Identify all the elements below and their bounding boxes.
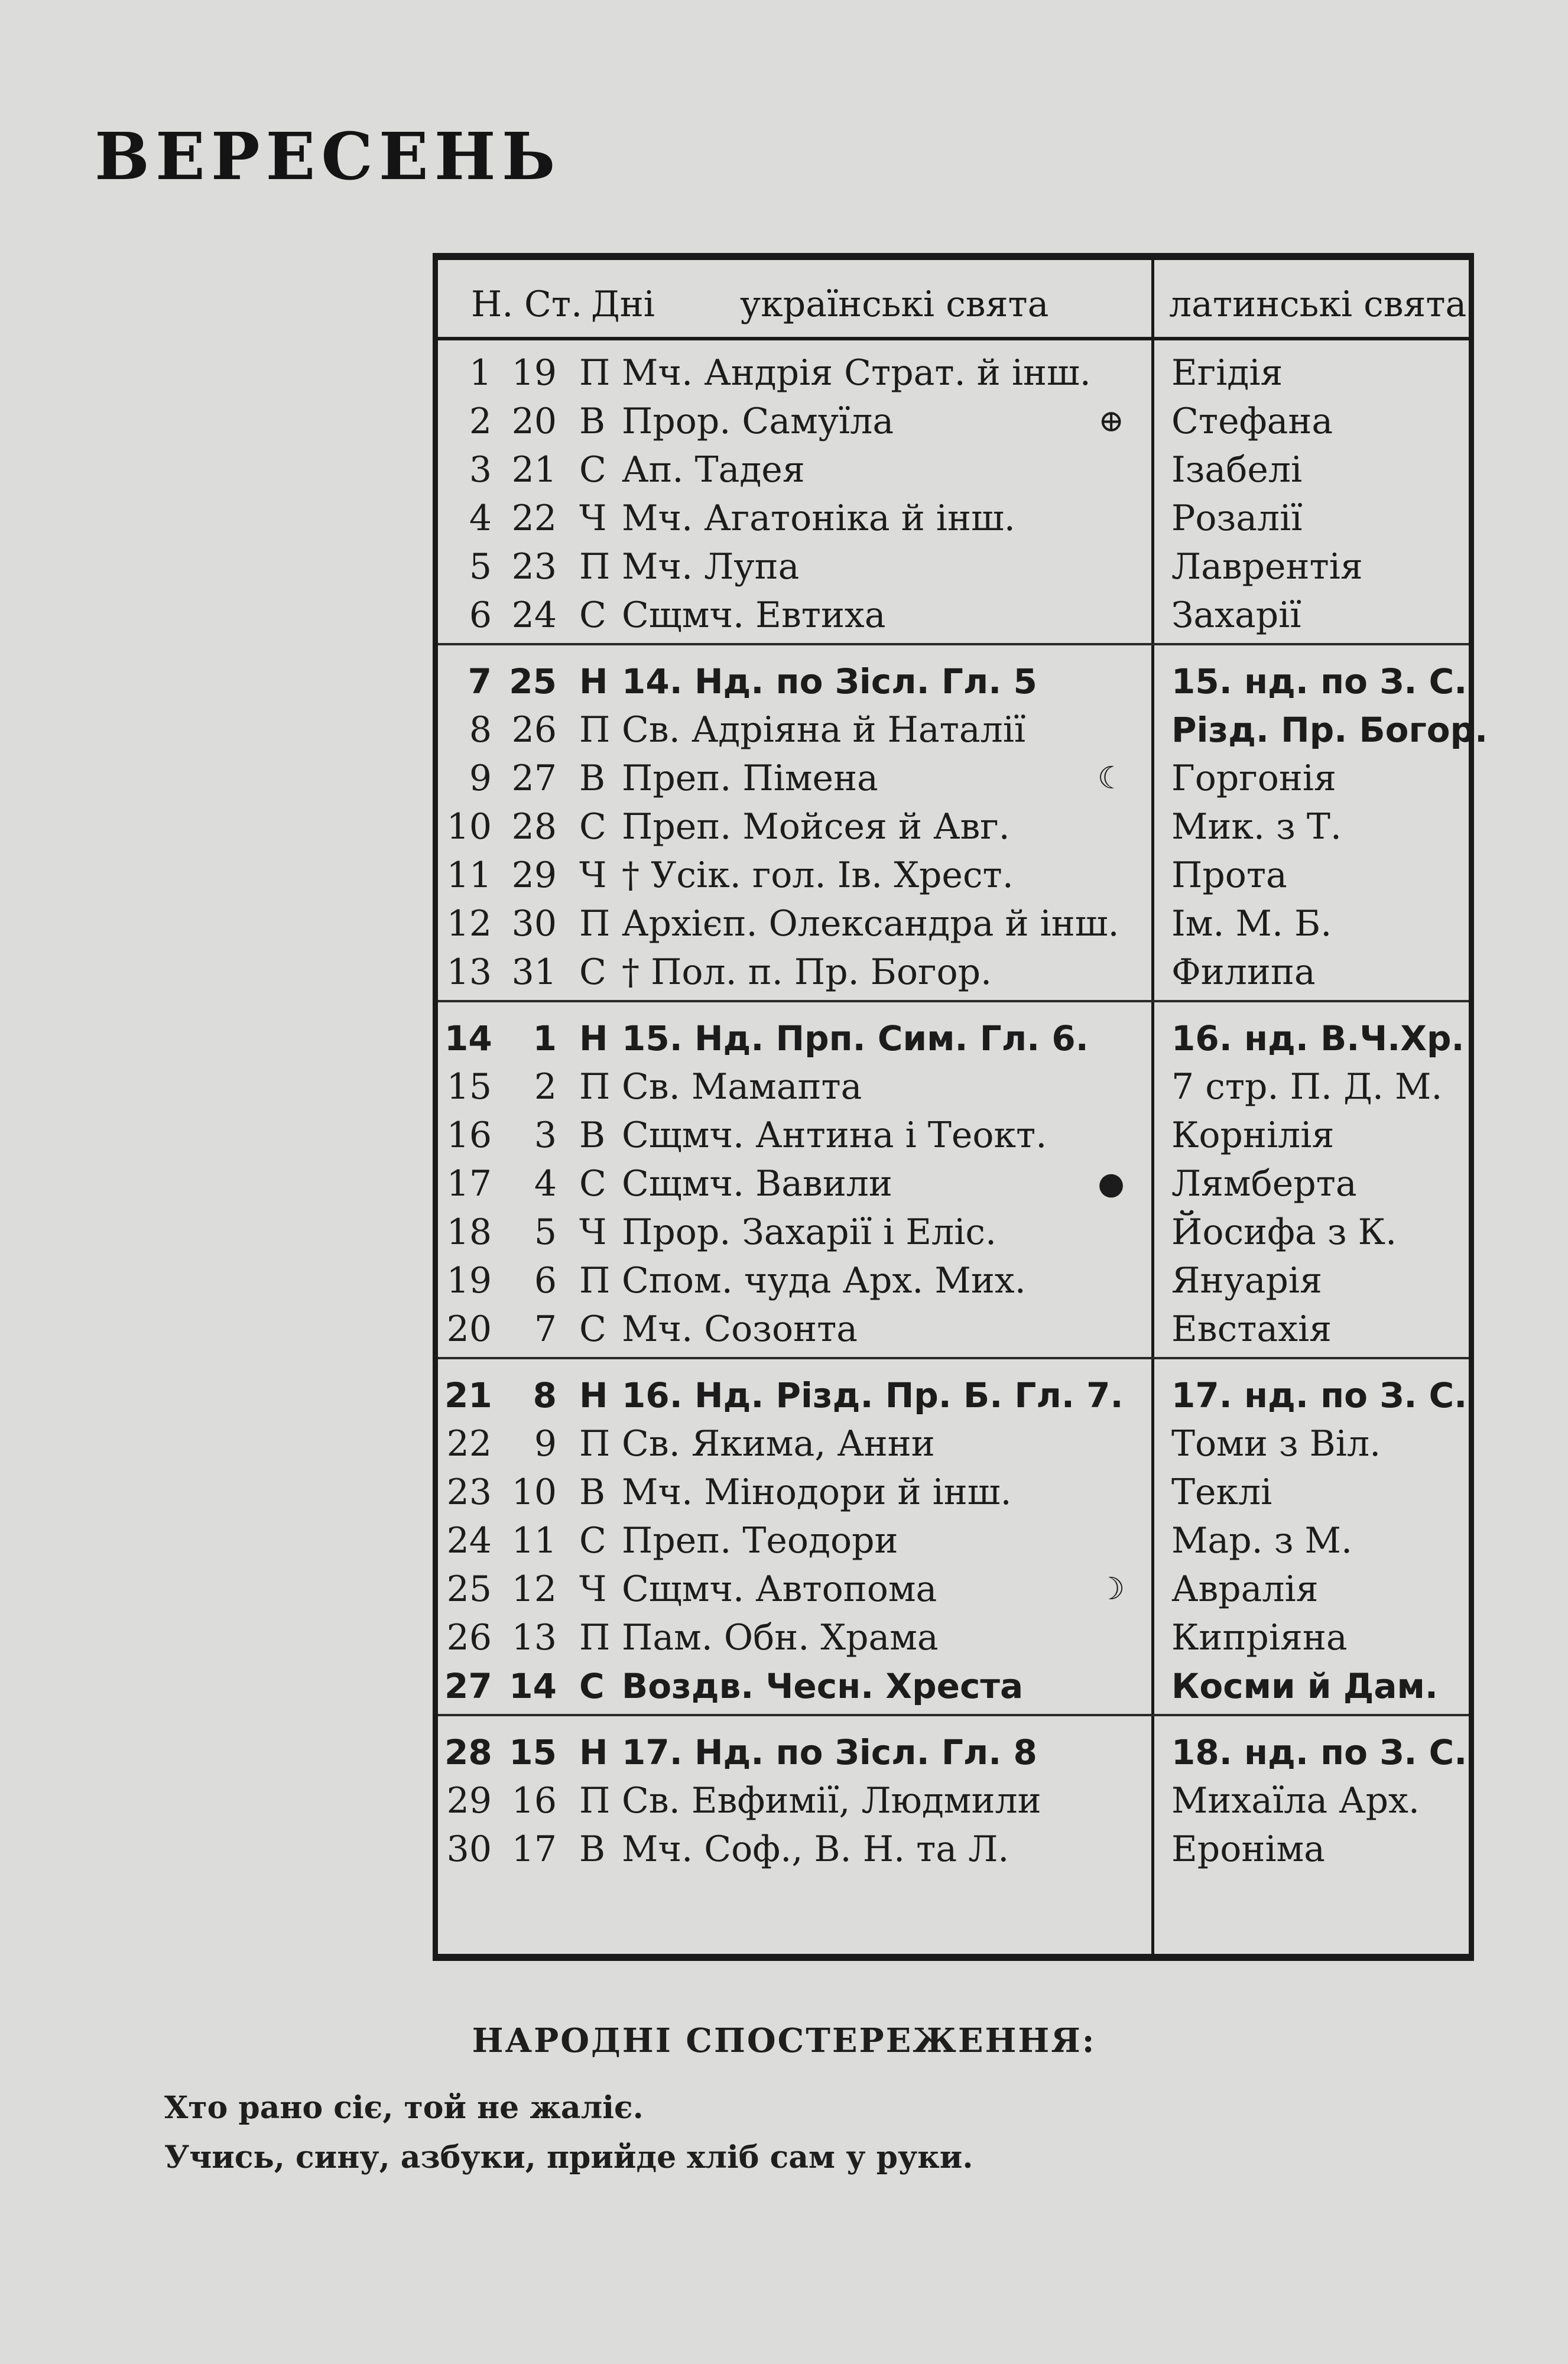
new-style-date: 5 bbox=[469, 546, 492, 587]
latin-holiday: 15. нд. по З. С. bbox=[1171, 661, 1468, 702]
observations-title: НАРОДНІ СПОСТЕРЕЖЕННЯ: bbox=[472, 2021, 1096, 2060]
ukrainian-holiday: Спом. чуда Арх. Мих. bbox=[622, 1260, 1026, 1301]
ukrainian-holiday: Сщмч. Автопома bbox=[622, 1569, 937, 1610]
new-style-date: 19 bbox=[446, 1260, 492, 1301]
old-style-date: 12 bbox=[511, 1569, 557, 1610]
week-separator bbox=[438, 1714, 1469, 1716]
weekday: Ч bbox=[579, 1569, 607, 1610]
header-days: Дні bbox=[591, 284, 655, 325]
weekday: В bbox=[579, 401, 606, 442]
new-style-date: 26 bbox=[446, 1617, 492, 1658]
new-style-date: 4 bbox=[469, 498, 492, 539]
ukrainian-holiday: † Пол. п. Пр. Богор. bbox=[622, 952, 992, 993]
latin-holiday: Теклі bbox=[1171, 1472, 1272, 1513]
proverb-line: Хто рано сіє, той не жаліє. bbox=[164, 2090, 644, 2126]
calendar-row bbox=[433, 591, 1474, 639]
new-style-date: 22 bbox=[446, 1423, 492, 1464]
ukrainian-holiday: Архієп. Олександра й інш. bbox=[622, 903, 1119, 944]
ukrainian-holiday: Преп. Пімена bbox=[622, 758, 878, 799]
weekday: П bbox=[579, 1260, 611, 1301]
calendar-row bbox=[433, 1305, 1474, 1353]
new-style-date: 23 bbox=[446, 1472, 492, 1513]
calendar-row bbox=[433, 1420, 1474, 1468]
old-style-date: 20 bbox=[511, 401, 557, 442]
ukrainian-holiday: 16. Нд. Різд. Пр. Б. Гл. 7. bbox=[622, 1375, 1124, 1415]
ukrainian-holiday: Сщмч. Антина і Теокт. bbox=[622, 1115, 1047, 1156]
weekday: П bbox=[579, 709, 611, 751]
ukrainian-holiday: Мч. Агатоніка й інш. bbox=[622, 498, 1015, 539]
page-title: ВЕРЕСЕНЬ bbox=[95, 118, 561, 194]
new-style-date: 2 bbox=[469, 401, 492, 442]
ukrainian-holiday: Мч. Мінодори й інш. bbox=[622, 1472, 1012, 1513]
latin-holiday: Ім. М. Б. bbox=[1171, 903, 1332, 944]
weekday: Ч bbox=[579, 1212, 607, 1253]
weekday: С bbox=[579, 595, 606, 636]
old-style-date: 8 bbox=[533, 1375, 557, 1415]
calendar-row bbox=[433, 1728, 1474, 1777]
latin-holiday: Ізабелі bbox=[1171, 449, 1303, 491]
weekday: Ч bbox=[579, 498, 607, 539]
old-style-date: 25 bbox=[509, 661, 557, 702]
old-style-date: 4 bbox=[534, 1163, 557, 1204]
calendar-row bbox=[433, 1565, 1474, 1613]
new-style-date: 12 bbox=[446, 903, 492, 944]
latin-holiday: Томи з Віл. bbox=[1171, 1423, 1381, 1464]
calendar-row bbox=[433, 543, 1474, 591]
old-style-date: 24 bbox=[511, 595, 557, 636]
latin-holiday: Захарії bbox=[1171, 595, 1301, 636]
calendar-row bbox=[433, 754, 1474, 803]
calendar-row bbox=[433, 494, 1474, 543]
old-style-date: 13 bbox=[511, 1617, 557, 1658]
old-style-date: 9 bbox=[534, 1423, 557, 1464]
ukrainian-holiday: Преп. Теодори bbox=[622, 1520, 898, 1561]
ukrainian-holiday: Ап. Тадея bbox=[622, 449, 805, 491]
calendar-row bbox=[433, 1371, 1474, 1420]
old-style-date: 2 bbox=[534, 1066, 557, 1108]
latin-holiday: Горгонія bbox=[1171, 758, 1336, 799]
calendar-row bbox=[433, 1777, 1474, 1825]
ukrainian-holiday: Мч. Созонта bbox=[622, 1308, 858, 1350]
calendar-row bbox=[433, 1517, 1474, 1565]
week-separator bbox=[438, 643, 1469, 645]
old-style-date: 7 bbox=[534, 1308, 557, 1350]
calendar-row bbox=[433, 851, 1474, 900]
latin-holiday: Стефана bbox=[1171, 401, 1333, 442]
weekday: Н bbox=[579, 661, 608, 702]
new-style-date: 3 bbox=[469, 449, 492, 491]
calendar-row bbox=[433, 397, 1474, 446]
new-style-date: 21 bbox=[444, 1375, 492, 1415]
new-style-date: 16 bbox=[446, 1115, 492, 1156]
new-style-date: 18 bbox=[446, 1212, 492, 1253]
calendar-row bbox=[433, 1613, 1474, 1662]
latin-holiday: Йосифа з К. bbox=[1171, 1212, 1397, 1253]
weekday: П bbox=[579, 1423, 611, 1464]
moon-phase-icon: ● bbox=[1098, 1166, 1125, 1202]
weekday: П bbox=[579, 1780, 611, 1821]
latin-holiday: Филипа bbox=[1171, 952, 1316, 993]
calendar-row bbox=[433, 1256, 1474, 1305]
latin-holiday: Егідія bbox=[1171, 352, 1283, 394]
new-style-date: 15 bbox=[446, 1066, 492, 1108]
old-style-date: 3 bbox=[534, 1115, 557, 1156]
new-style-date: 14 bbox=[444, 1018, 492, 1058]
latin-holiday: Михаїла Арх. bbox=[1171, 1780, 1420, 1821]
old-style-date: 19 bbox=[511, 352, 557, 394]
ukrainian-holiday: Прор. Самуїла bbox=[622, 401, 894, 442]
weekday: С bbox=[579, 1520, 606, 1561]
moon-phase-icon: ☽ bbox=[1097, 1571, 1125, 1607]
latin-holiday: 16. нд. В.Ч.Хр. bbox=[1171, 1018, 1465, 1058]
ukrainian-holiday: Преп. Мойсея й Авг. bbox=[622, 806, 1010, 847]
ukrainian-holiday: 15. Нд. Прп. Сим. Гл. 6. bbox=[622, 1018, 1089, 1058]
weekday: П bbox=[579, 352, 611, 394]
weekday: Н bbox=[579, 1018, 608, 1058]
weekday: С bbox=[579, 1163, 606, 1204]
calendar-row bbox=[433, 1468, 1474, 1517]
old-style-date: 21 bbox=[511, 449, 557, 491]
weekday: П bbox=[579, 546, 611, 587]
weekday: Н bbox=[579, 1375, 608, 1415]
new-style-date: 29 bbox=[446, 1780, 492, 1821]
calendar-row bbox=[433, 1662, 1474, 1710]
calendar-row bbox=[433, 1111, 1474, 1160]
old-style-date: 16 bbox=[511, 1780, 557, 1821]
new-style-date: 13 bbox=[446, 952, 492, 993]
moon-phase-icon: ☾ bbox=[1097, 761, 1125, 796]
weekday: С bbox=[579, 952, 606, 993]
old-style-date: 22 bbox=[511, 498, 557, 539]
latin-holiday: Януарія bbox=[1171, 1260, 1322, 1301]
week-separator bbox=[438, 1357, 1469, 1359]
ukrainian-holiday: Св. Якима, Анни bbox=[622, 1423, 935, 1464]
latin-holiday: 18. нд. по З. С. bbox=[1171, 1732, 1468, 1772]
latin-holiday: Кипріяна bbox=[1171, 1617, 1348, 1658]
ukrainian-holiday: Сщмч. Вавили bbox=[622, 1163, 892, 1204]
ukrainian-holiday: Пам. Обн. Храма bbox=[622, 1617, 939, 1658]
latin-holiday: Корнілія bbox=[1171, 1115, 1335, 1156]
ukrainian-holiday: Св. Адріяна й Наталії bbox=[622, 709, 1026, 751]
latin-holiday: Лямберта bbox=[1171, 1163, 1357, 1204]
latin-holiday: Прота bbox=[1171, 855, 1287, 896]
old-style-date: 26 bbox=[511, 709, 557, 751]
old-style-date: 30 bbox=[511, 903, 557, 944]
latin-holiday: Евстахія bbox=[1171, 1308, 1332, 1350]
new-style-date: 1 bbox=[469, 352, 492, 394]
weekday: П bbox=[579, 903, 611, 944]
new-style-date: 24 bbox=[446, 1520, 492, 1561]
moon-phase-icon: ⊕ bbox=[1098, 404, 1124, 439]
old-style-date: 5 bbox=[534, 1212, 557, 1253]
old-style-date: 27 bbox=[511, 758, 557, 799]
calendar-row bbox=[433, 1160, 1474, 1208]
latin-holiday: Косми й Дам. bbox=[1171, 1666, 1438, 1706]
header-ukrainian-holidays: українські свята bbox=[740, 284, 1049, 325]
calendar-row bbox=[433, 1014, 1474, 1063]
new-style-date: 25 bbox=[446, 1569, 492, 1610]
proverb-line: Учись, сину, азбуки, прийде хліб сам у руки. bbox=[164, 2139, 973, 2175]
calendar-row bbox=[433, 446, 1474, 494]
weekday: С bbox=[579, 449, 606, 491]
weekday: С bbox=[579, 1666, 605, 1706]
calendar-row bbox=[433, 948, 1474, 996]
old-style-date: 6 bbox=[534, 1260, 557, 1301]
ukrainian-holiday: 17. Нд. по Зісл. Гл. 8 bbox=[622, 1732, 1037, 1772]
weekday: С bbox=[579, 806, 606, 847]
new-style-date: 20 bbox=[446, 1308, 492, 1350]
ukrainian-holiday: Прор. Захарії і Еліс. bbox=[622, 1212, 997, 1253]
new-style-date: 17 bbox=[446, 1163, 492, 1204]
calendar-row bbox=[433, 900, 1474, 948]
old-style-date: 28 bbox=[511, 806, 557, 847]
ukrainian-holiday: 14. Нд. по Зісл. Гл. 5 bbox=[622, 661, 1037, 702]
weekday: В bbox=[579, 1115, 606, 1156]
calendar-row bbox=[433, 349, 1474, 397]
weekday: Ч bbox=[579, 855, 607, 896]
ukrainian-holiday: Мч. Соф., В. Н. та Л. bbox=[622, 1829, 1009, 1870]
calendar-row bbox=[433, 1063, 1474, 1111]
header-old-style: Ст. bbox=[524, 284, 583, 325]
latin-holiday: Лаврентія bbox=[1171, 546, 1363, 587]
new-style-date: 11 bbox=[446, 855, 492, 896]
header-new-style: Н. bbox=[471, 284, 514, 325]
new-style-date: 30 bbox=[446, 1829, 492, 1870]
new-style-date: 27 bbox=[444, 1666, 492, 1706]
weekday: В bbox=[579, 1829, 606, 1870]
ukrainian-holiday: Св. Евфимії, Людмили bbox=[622, 1780, 1041, 1821]
old-style-date: 15 bbox=[509, 1732, 557, 1772]
weekday: П bbox=[579, 1617, 611, 1658]
calendar-table bbox=[433, 253, 1488, 1961]
weekday: С bbox=[579, 1308, 606, 1350]
weekday: В bbox=[579, 758, 606, 799]
old-style-date: 14 bbox=[509, 1666, 557, 1706]
old-style-date: 11 bbox=[511, 1520, 557, 1561]
latin-holiday: 17. нд. по З. С. bbox=[1171, 1375, 1468, 1415]
old-style-date: 31 bbox=[511, 952, 557, 993]
old-style-date: 29 bbox=[511, 855, 557, 896]
header-latin-holidays: латинські свята bbox=[1169, 284, 1467, 325]
calendar-row bbox=[433, 1208, 1474, 1256]
ukrainian-holiday: Св. Мамапта bbox=[622, 1066, 862, 1108]
calendar-row bbox=[433, 1825, 1474, 1873]
weekday: Н bbox=[579, 1732, 608, 1772]
new-style-date: 6 bbox=[469, 595, 492, 636]
latin-holiday: Різд. Пр. Богор. bbox=[1171, 710, 1488, 750]
ukrainian-holiday: Мч. Лупа bbox=[622, 546, 800, 587]
new-style-date: 28 bbox=[444, 1732, 492, 1772]
calendar-row bbox=[433, 803, 1474, 851]
latin-holiday: 7 стр. П. Д. М. bbox=[1171, 1066, 1443, 1108]
old-style-date: 10 bbox=[511, 1472, 557, 1513]
ukrainian-holiday: Сщмч. Евтиха bbox=[622, 595, 886, 636]
weekday: В bbox=[579, 1472, 606, 1513]
latin-holiday: Розалії bbox=[1171, 498, 1303, 539]
latin-holiday: Авралія bbox=[1171, 1569, 1319, 1610]
latin-holiday: Мар. з М. bbox=[1171, 1520, 1353, 1561]
old-style-date: 23 bbox=[511, 546, 557, 587]
new-style-date: 9 bbox=[469, 758, 492, 799]
weekday: П bbox=[579, 1066, 611, 1108]
header-divider bbox=[438, 337, 1469, 340]
calendar-row bbox=[433, 657, 1474, 706]
new-style-date: 8 bbox=[469, 709, 492, 751]
ukrainian-holiday: † Усік. гол. Ів. Хрест. bbox=[622, 855, 1014, 896]
new-style-date: 10 bbox=[446, 806, 492, 847]
latin-holiday: Еронiма bbox=[1171, 1829, 1325, 1870]
calendar-row bbox=[433, 706, 1488, 754]
new-style-date: 7 bbox=[468, 661, 492, 702]
old-style-date: 17 bbox=[511, 1829, 557, 1870]
ukrainian-holiday: Мч. Андрія Страт. й інш. bbox=[622, 352, 1091, 394]
old-style-date: 1 bbox=[533, 1018, 557, 1058]
ukrainian-holiday: Воздв. Чесн. Хреста bbox=[622, 1666, 1024, 1706]
latin-holiday: Мик. з Т. bbox=[1171, 806, 1342, 847]
week-separator bbox=[438, 1000, 1469, 1002]
